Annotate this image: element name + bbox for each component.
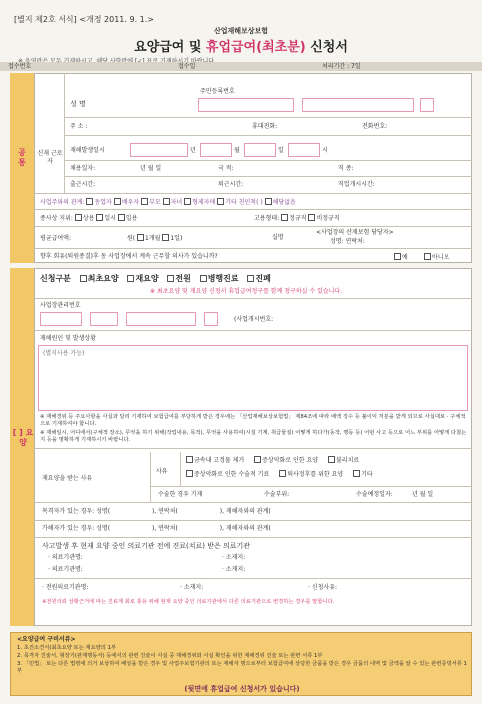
common-section-side — [10, 73, 34, 263]
type-opt-retreatment[interactable]: 재요양 — [127, 274, 158, 283]
warning-text-2: ※ 재해일시, 어디에서(구체적 장소), 무엇을 하기 위해(작업내용, 목적), 무엇을 사용하여(시설 기계, 취급물질) 어떻게 하다가(동작, 행동 등) 어떤 사고 등으로 어느 부위를 어떻게 다쳤는지 등을 명확하게 기재하시기 바랍니다. — [40, 430, 467, 443]
accident-month-box[interactable] — [200, 143, 232, 157]
relation-opt-sibling[interactable]: 형제자매 — [184, 199, 215, 206]
reason-sub-label: 사유 — [156, 468, 168, 475]
required-doc-2: 2. 목격자 진술서, 형장기(관계행동서) 등에서의 관련 진술이 사실 중 재해경위와 사실 확인을 위한 재해경위 진술 또는 관련 서류 1부 — [17, 653, 323, 659]
phone-label: 전화번호: — [362, 123, 388, 130]
hire-date-units: 년 월 일 — [140, 165, 162, 172]
cause-label: 재해원인 및 발생상황 — [40, 335, 96, 342]
transfer-reason-label: · 신청사유: — [308, 584, 338, 591]
clinic-name-2: · 의료기관명: — [48, 566, 83, 573]
request-type-row — [40, 274, 271, 284]
reason-options — [186, 456, 470, 465]
receipt-bar — [0, 62, 482, 71]
accident-day-box[interactable] — [244, 143, 276, 157]
form-org: 산업재해보상보험 — [213, 27, 269, 35]
surgery-date-label: 수술예정일자: — [356, 491, 393, 498]
nationality-label: 국 적: — [218, 165, 234, 172]
reason-opt-therapy[interactable]: 불리치료 — [328, 457, 359, 464]
form-number: [별지 제2호 서식] <개정 2011. 9. 1.> — [14, 15, 154, 24]
name-label: 성 명 — [70, 100, 86, 108]
biz-start-label: (사업개시번호: — [234, 316, 274, 323]
offender-row — [42, 525, 468, 533]
relation-opt-parent[interactable]: 부모 — [141, 199, 161, 206]
witness-label: 목격자가 있는 경우: 성명( — [42, 508, 111, 515]
transfer-addr-label: · 소재지: — [180, 584, 204, 591]
receipt-date-label: 접수일 — [178, 63, 196, 70]
month-unit: 월 — [234, 147, 240, 154]
type-opt-initial[interactable]: 최초요양 — [80, 274, 119, 283]
employment-opt-permanent[interactable]: 정규직 — [281, 215, 306, 222]
type-opt-pneumoconiosis[interactable]: 진폐 — [247, 274, 270, 283]
hire-date-label: 채용일자: — [70, 165, 96, 172]
witness-contact: ), 연락처( — [151, 508, 178, 515]
relation-opt-child[interactable]: 자녀 — [163, 199, 183, 206]
hour-unit: 시 — [322, 147, 328, 154]
address-label: 주 소 : — [70, 123, 88, 130]
contact-person-sub: 성명: 연락처: — [330, 238, 365, 245]
wage-opt-day[interactable]: 1일) — [162, 235, 182, 242]
applicant-label: 신재 근로자 — [37, 150, 63, 165]
retreatment-reason-label: 재요양을 받는 사유 — [42, 475, 93, 482]
contact-person-label: <사업장의 산재보험 담당자> — [316, 229, 394, 236]
processing-period: 처리기간 : 7일 — [322, 63, 361, 70]
relation-opt-partner[interactable]: 동업자 — [86, 199, 111, 206]
rehire-opt-no[interactable]: 아니오 — [424, 253, 449, 262]
biz-no-boxes[interactable] — [40, 312, 240, 326]
accident-year-box[interactable] — [130, 143, 188, 157]
relation-opt-none[interactable]: 해당없음 — [265, 199, 296, 206]
common-side-label: 공 통 — [18, 148, 26, 167]
offender-relation: ), 재해자와의 관계( — [219, 525, 271, 532]
rehire-opt-yes[interactable]: 예 — [394, 253, 408, 262]
request-section-side — [10, 268, 34, 626]
accident-datetime-label: 재해발생일시 — [70, 147, 105, 154]
surgery-date-units: 년 월 일 — [412, 491, 434, 498]
clinic-addr-1: · 소재지: — [222, 554, 246, 561]
surgery-label: 수술한 경우 기재 — [158, 491, 203, 498]
warning-text-1: ※ 재해경위 등 주요사항을 사실과 달리 기재하여 보험급여를 부당하게 받은 경우에는 「산업재해보상보험법」 제84조에 따라 배액 징수 등 불이익 처분을 받게 되므로 사실대로 · 구체적으로 기재하여야 합니다. — [40, 414, 466, 427]
required-documents — [10, 632, 472, 696]
actual-label: 실명 — [272, 234, 284, 241]
wage-opt-month[interactable]: 1개월 — [137, 235, 160, 242]
employment-label: 고용형태: — [254, 215, 280, 222]
witness-row — [42, 508, 468, 516]
cause-textarea[interactable] — [38, 345, 468, 411]
required-doc-3: 3. 「민법」 또는 다른 법령에 의거 보상하여 배상을 받은 경우 및 사업주보험기관의 또는 재해자 명으로부터 보험급여에 상당한 금품을 받은 경우 금품의 내역 및 금액을 알 수 있는 관련증빙서류 1부 — [17, 661, 467, 674]
status-opt-daily[interactable]: 일용 — [118, 215, 138, 222]
form-title — [0, 36, 482, 55]
relation-opt-spouse[interactable]: 배우자 — [114, 199, 139, 206]
clinic-history-label: 사고발생 후 현재 요양 중인 의료기관 전에 진료(치료) 받은 의료기관 — [42, 542, 251, 550]
employment-row — [254, 214, 340, 223]
title-part-c: 신청서 — [305, 40, 348, 55]
status-opt-temporary[interactable]: 일시 — [96, 215, 116, 222]
status-row — [40, 214, 137, 223]
rrn-boxes[interactable] — [198, 98, 468, 112]
surgery-part-label: 수술부위: — [264, 491, 290, 498]
day-unit: 일 — [278, 147, 284, 154]
receipt-number-label: 접수번호 — [8, 63, 32, 70]
wage-row — [40, 234, 182, 243]
wage-unit: 원( — [126, 235, 136, 242]
accident-hour-box[interactable] — [288, 143, 320, 157]
rehire-question: 향후 회유(퇴원종결)후 동 사업장에서 계속 근무할 의사가 있습니까? — [40, 253, 218, 260]
relation-opt-other[interactable]: 기타 친인척( ) — [217, 199, 263, 206]
end-time-label: 퇴근시간: — [218, 181, 244, 188]
status-label: 종사상 지위: — [40, 215, 73, 222]
job-type-label: 직 종: — [338, 165, 354, 172]
avg-wage-label: 평균급여액: — [40, 235, 72, 242]
cause-placeholder: (별지사용 가능) — [43, 350, 85, 357]
required-docs-title: <요양급여 구비서류> — [17, 636, 76, 643]
request-type-note: ※ 최초요양 및 재요양 신청서 휴업급여청구를 함께 청구하실 수 있습니다. — [150, 288, 343, 295]
year-unit: 년 — [190, 147, 196, 154]
reason-opt-removal[interactable]: 금속내 고정물 제거 — [186, 457, 244, 464]
type-opt-concurrent[interactable]: 병행진료 — [200, 274, 239, 283]
reason-opt-other[interactable]: 기타 — [353, 471, 373, 478]
reason-opt-rehab[interactable]: 퇴사정후를 위한 요양 — [279, 471, 343, 478]
rrn-label: 주민등록번호 — [200, 88, 235, 95]
employment-opt-nonpermanent[interactable]: 비정규직 — [308, 215, 339, 222]
witness-relation: ), 재해자와의 관계( — [219, 508, 271, 515]
relation-row — [40, 198, 470, 207]
reason-opt-surgery[interactable]: 중상악화로 인한 수술적 기료 — [186, 471, 269, 478]
clinic-addr-2: · 소재지: — [222, 566, 246, 573]
title-part-a: 요양급여 및 — [134, 40, 206, 55]
request-side-label: [ ] 요양 — [12, 428, 34, 447]
clinic-name-1: · 의료기관명: — [48, 554, 83, 561]
mobile-label: 휴대전화: — [252, 123, 278, 130]
work-start-label: 직업개시시간: — [338, 181, 375, 188]
biz-no-label: 사업장관리번호 — [40, 302, 81, 309]
transfer-note: ※전원의뢰 상황근거에 따는 진료계 회로 통용 위해 현재 요양 중인 의료기관에서 다른 의료기관으로 변경하는 경우를 말합니다. — [42, 599, 335, 605]
request-type-label: 신청구분 — [40, 274, 71, 283]
relation-label: 사업주와의 관계: — [40, 199, 85, 206]
status-opt-regular[interactable]: 상용 — [75, 215, 95, 222]
reason-opt-worsen[interactable]: 증상악화로 인한 요양 — [254, 457, 318, 464]
type-opt-transfer[interactable]: 전원 — [167, 274, 190, 283]
back-side-note: (뒷면에 휴업급여 신청서가 있습니다) — [184, 685, 300, 693]
offender-label: 가해자가 있는 경우: 성명( — [42, 525, 111, 532]
reason-options-2 — [186, 470, 470, 479]
transfer-clinic-label: · 전원의료기관명: — [42, 584, 89, 591]
start-time-label: 출근시간: — [70, 181, 96, 188]
title-part-b: 휴업급여(최초분) — [205, 40, 306, 55]
required-doc-1: 1. 초진소견서(최초요양 또는 재요양의 1부 — [17, 645, 117, 651]
offender-contact: ), 연락처( — [151, 525, 178, 532]
